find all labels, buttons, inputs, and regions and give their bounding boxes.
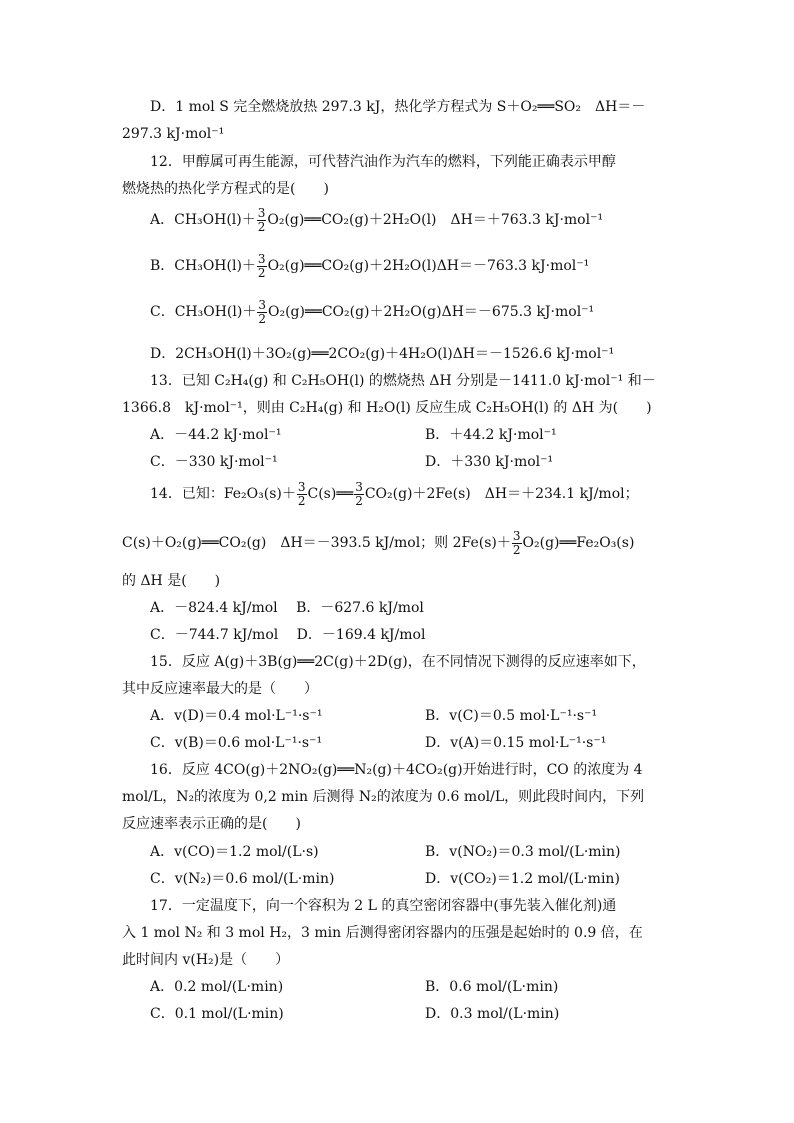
q16-stem-cont: mol/L，N₂的浓度为 0,2 min 后测得 N₂的浓度为 0.6 mol/L，则此段时间内，下列 xyxy=(122,789,645,805)
fraction: $\frac{3}{2}$ xyxy=(297,480,306,508)
q12-stem: 12．甲醇属可再生能源，可代替汽油作为汽车的燃料，下列能正确表示甲醇 xyxy=(150,154,616,170)
q16-stem: 16．反应 4CO(g)＋2NO₂(g)══N₂(g)＋4CO₂(g)开始进行时，CO 的浓度为 4 xyxy=(150,762,643,778)
q11-option-d-cont: 297.3 kJ·mol⁻¹ xyxy=(122,126,225,142)
q16-option-a: A．v(CO)＝1.2 mol/(L·s) xyxy=(150,844,319,860)
q14-options-cd: C．－744.7 kJ/mol D．－169.4 kJ/mol xyxy=(150,627,426,643)
q17-option-d: D．0.3 mol/(L·min) xyxy=(425,1006,560,1022)
q13-option-d: D．＋330 kJ·mol⁻¹ xyxy=(425,454,554,470)
q16-stem-end: 反应速率表示正确的是( ) xyxy=(122,816,301,832)
q15-option-b: B．v(C)＝0.5 mol·L⁻¹·s⁻¹ xyxy=(425,708,598,724)
fraction: $\frac{3}{2}$ xyxy=(355,480,363,508)
q13-option-c: C．－330 kJ·mol⁻¹ xyxy=(150,454,278,470)
q15-option-d: D．v(A)＝0.15 mol·L⁻¹·s⁻¹ xyxy=(425,735,607,751)
fraction: $\frac{3}{2}$ xyxy=(258,298,266,326)
q11-option-d: D．1 mol S 完全燃烧放热 297.3 kJ，热化学方程式为 S＋O₂══SO₂ ΔH＝－ xyxy=(150,99,646,115)
q13-stem: 13．已知 C₂H₄(g) 和 C₂H₅OH(l) 的燃烧热 ΔH 分别是－1411.0 kJ·mol⁻¹ 和－ xyxy=(150,373,656,389)
q12-stem-cont: 燃烧热的热化学方程式的是( ) xyxy=(122,181,329,197)
q13-stem-cont: 1366.8 kJ·mol⁻¹，则由 C₂H₄(g) 和 H₂O(l) 反应生成 C₂H₅OH(l) 的 ΔH 为( ) xyxy=(122,400,652,416)
q14-stem: 14．已知：Fe₂O₃(s)＋ $\frac{3}{2}$ C(s)══ $\frac{3}{2}$ CO₂(g)＋2Fe(s) ΔH＝＋234.1 kJ/mol； xyxy=(150,480,639,508)
q17-stem: 17．一定温度下，向一个容积为 2 L 的真空密闭容器中(事先装入催化剂)通 xyxy=(150,898,617,914)
q15-option-c: C．v(B)＝0.6 mol·L⁻¹·s⁻¹ xyxy=(150,735,323,751)
q12-option-c: C．CH₃OH(l)＋ $\frac{3}{2}$ O₂(g)══CO₂(g)＋2H₂O(g)ΔH＝－675.3 kJ·mol⁻¹ xyxy=(150,298,595,326)
q15-option-a: A．v(D)＝0.4 mol·L⁻¹·s⁻¹ xyxy=(150,708,323,724)
q13-option-b: B．＋44.2 kJ·mol⁻¹ xyxy=(425,427,557,443)
q14-options-ab: A．－824.4 kJ/mol B．－627.6 kJ/mol xyxy=(150,600,424,616)
q14-stem-cont: C(s)＋O₂(g)══CO₂(g) ΔH＝－393.5 kJ/mol；则 2Fe(s)＋ $\frac{3}{2}$ O₂(g)══Fe₂O₃(s) xyxy=(122,529,635,557)
q17-option-c: C．0.1 mol/(L·min) xyxy=(150,1006,284,1022)
q13-option-a: A．－44.2 kJ·mol⁻¹ xyxy=(150,427,282,443)
q16-option-d: D．v(CO₂)＝1.2 mol/(L·min) xyxy=(425,871,620,887)
q12-option-a: A．CH₃OH(l)＋ $\frac{3}{2}$ O₂(g)══CO₂(g)＋2H₂O(l) ΔH＝＋763.3 kJ·mol⁻¹ xyxy=(150,206,604,234)
q14-stem-end: 的 ΔH 是( ) xyxy=(122,573,221,589)
q17-stem-cont: 入 1 mol N₂ 和 3 mol H₂，3 min 后测得密闭容器内的压强是起始时的 0.9 倍，在 xyxy=(122,925,643,941)
fraction: $\frac{3}{2}$ xyxy=(512,529,521,557)
fraction: $\frac{3}{2}$ xyxy=(257,206,266,234)
q15-stem: 15．反应 A(g)＋3B(g)══2C(g)＋2D(g)，在不同情况下测得的反应速率如下， xyxy=(150,654,646,670)
q12-option-d: D．2CH₃OH(l)＋3O₂(g)══2CO₂(g)＋4H₂O(l)ΔH＝－1526.6 kJ·mol⁻¹ xyxy=(150,346,615,362)
q17-option-a: A．0.2 mol/(L·min) xyxy=(150,979,284,995)
q16-option-c: C．v(N₂)＝0.6 mol/(L·min) xyxy=(150,871,335,887)
q17-stem-end: 此时间内 v(H₂)是（ ） xyxy=(122,952,290,968)
q15-stem-cont: 其中反应速率最大的是（ ） xyxy=(122,681,318,697)
q16-option-b: B．v(NO₂)＝0.3 mol/(L·min) xyxy=(425,844,621,860)
fraction: $\frac{3}{2}$ xyxy=(257,252,266,280)
q17-option-b: B．0.6 mol/(L·min) xyxy=(425,979,559,995)
q12-option-b: B．CH₃OH(l)＋ $\frac{3}{2}$ O₂(g)══CO₂(g)＋2H₂O(l)ΔH＝－763.3 kJ·mol⁻¹ xyxy=(150,252,590,280)
